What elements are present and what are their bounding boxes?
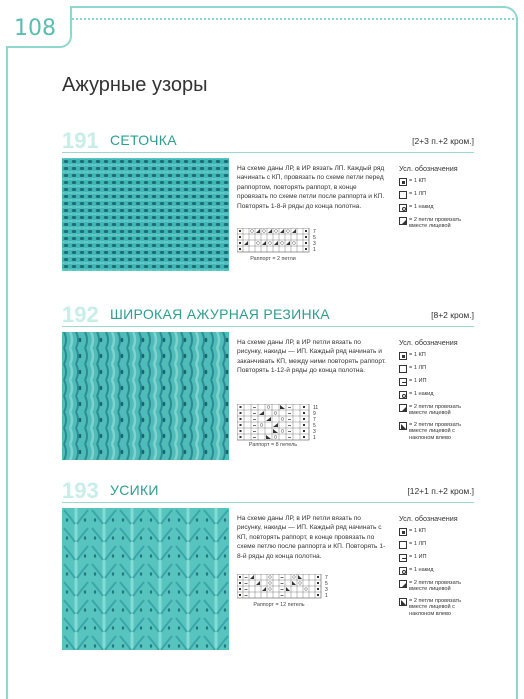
row-label: 3 <box>313 429 316 435</box>
legend-item: = 1 накид <box>399 567 479 575</box>
legend-item: = 1 ЛП <box>399 191 479 199</box>
filled-square-icon <box>399 352 407 360</box>
row-label: 11 <box>313 405 319 411</box>
legend-item: = 1 накид <box>399 391 479 399</box>
pattern-description: На схеме даны ЛР, в ИР петли вязать по рисунку, накиды — ИП. Каждый ряд начинать и заканчивать КП, между ними повторять раппорт. Повторять 1-12-й ряды до конца полотна. <box>237 339 386 375</box>
yarn-over-icon <box>399 391 407 399</box>
pattern-description: На схеме даны ЛР, в ИР вязать ЛП. Каждый ряд начинать с КП, провязать по схеме петли перед раппортом, повторять раппорт, в конце провязать по схеме петли после раппорта и КП. Повторять 1-8-й ряды до конца полотна. <box>237 165 385 210</box>
row-label: 7 <box>313 229 316 235</box>
row-label: 5 <box>313 235 316 241</box>
row-label: 7 <box>325 575 328 581</box>
legend-item: = 2 петли провязать вместе лицевой <box>399 404 479 417</box>
top-dotted-rule <box>72 18 518 20</box>
pattern-repeat: [2+3 п.+2 кром.] <box>412 136 474 146</box>
row-label: 3 <box>325 587 328 593</box>
chart-grid <box>237 574 337 602</box>
pattern-header <box>62 128 474 158</box>
k2tog-left-icon <box>399 422 407 430</box>
knitting-photo <box>62 332 229 460</box>
legend-item: = 2 петли провязать вместе лицевой с наклоном влево <box>399 598 479 617</box>
pattern-repeat: [12+1 п.+2 кром.] <box>407 486 474 496</box>
k2tog-right-icon <box>399 217 407 225</box>
chart-caption: Раппорт = 8 петель <box>248 442 298 448</box>
legend <box>399 338 479 446</box>
empty-square-icon <box>399 191 407 199</box>
filled-square-icon <box>399 528 407 536</box>
yarn-over-icon <box>399 567 407 575</box>
legend-item: = 1 КП <box>399 352 479 360</box>
legend-item: = 1 ЛП <box>399 541 479 549</box>
legend-title: Усл. обозначения <box>399 514 458 523</box>
chart-caption: Раппорт = 2 петли <box>250 256 296 262</box>
row-label: 5 <box>313 423 316 429</box>
pattern-number: 191 <box>62 128 99 153</box>
row-label: 1 <box>313 435 316 441</box>
purl-icon <box>399 378 407 386</box>
pattern-number: 193 <box>62 478 99 503</box>
legend-item: = 1 КП <box>399 528 479 536</box>
purl-icon <box>399 554 407 562</box>
legend <box>399 164 479 235</box>
header-rule <box>62 152 474 153</box>
pattern-191 <box>62 128 474 278</box>
header-rule <box>62 326 474 327</box>
k2tog-right-icon <box>399 580 407 588</box>
filled-square-icon <box>399 178 407 186</box>
row-label: 3 <box>313 241 316 247</box>
legend <box>399 514 479 622</box>
page-number: 108 <box>14 16 56 41</box>
legend-title: Усл. обозначения <box>399 164 458 173</box>
legend-title: Усл. обозначения <box>399 338 458 347</box>
pattern-chart <box>237 574 337 609</box>
legend-item: = 1 ИП <box>399 554 479 562</box>
empty-square-icon <box>399 541 407 549</box>
section-title: Ажурные узоры <box>62 74 208 96</box>
pattern-192 <box>62 302 474 462</box>
pattern-chart <box>237 404 329 449</box>
row-label: 9 <box>313 411 316 417</box>
header-rule <box>62 502 474 503</box>
pattern-name: ШИРОКАЯ АЖУРНАЯ РЕЗИНКА <box>110 306 330 322</box>
pattern-number: 192 <box>62 302 99 327</box>
pattern-193 <box>62 478 474 658</box>
pattern-repeat: [8+2 кром.] <box>431 310 474 320</box>
pattern-name: УСИКИ <box>110 482 159 498</box>
pattern-header <box>62 478 474 508</box>
knitting-photo <box>62 158 229 271</box>
legend-item: = 2 петли провязать вместе лицевой с наклоном влево <box>399 422 479 441</box>
pattern-name: СЕТОЧКА <box>110 132 177 148</box>
row-label: 7 <box>313 417 316 423</box>
pattern-chart <box>237 228 329 263</box>
row-label: 1 <box>325 593 328 599</box>
pattern-header <box>62 302 474 332</box>
legend-item: = 1 ИП <box>399 378 479 386</box>
chart-grid <box>237 228 329 256</box>
pattern-description: На схеме даны ЛР, в ИР петли вязать по рисунку, накиды — ИП. Каждый ряд начинать с КП, повторять раппорт, в конце провязать по схеме петлю после раппорта и КП. Повторять 1-8-й ряды до конца полотна. <box>237 515 386 560</box>
chart-caption: Раппорт = 12 петель <box>253 602 305 608</box>
k2tog-left-icon <box>399 598 407 606</box>
yarn-over-icon <box>399 204 407 212</box>
row-label: 1 <box>313 247 316 253</box>
legend-item: = 1 ЛП <box>399 365 479 373</box>
legend-item: = 1 накид <box>399 204 479 212</box>
legend-item: = 2 петли провязать вместе лицевой <box>399 217 479 230</box>
row-label: 5 <box>325 581 328 587</box>
legend-item: = 1 КП <box>399 178 479 186</box>
empty-square-icon <box>399 365 407 373</box>
k2tog-right-icon <box>399 404 407 412</box>
knitting-photo <box>62 508 229 650</box>
legend-item: = 2 петли провязать вместе лицевой <box>399 580 479 593</box>
chart-grid <box>237 404 329 444</box>
